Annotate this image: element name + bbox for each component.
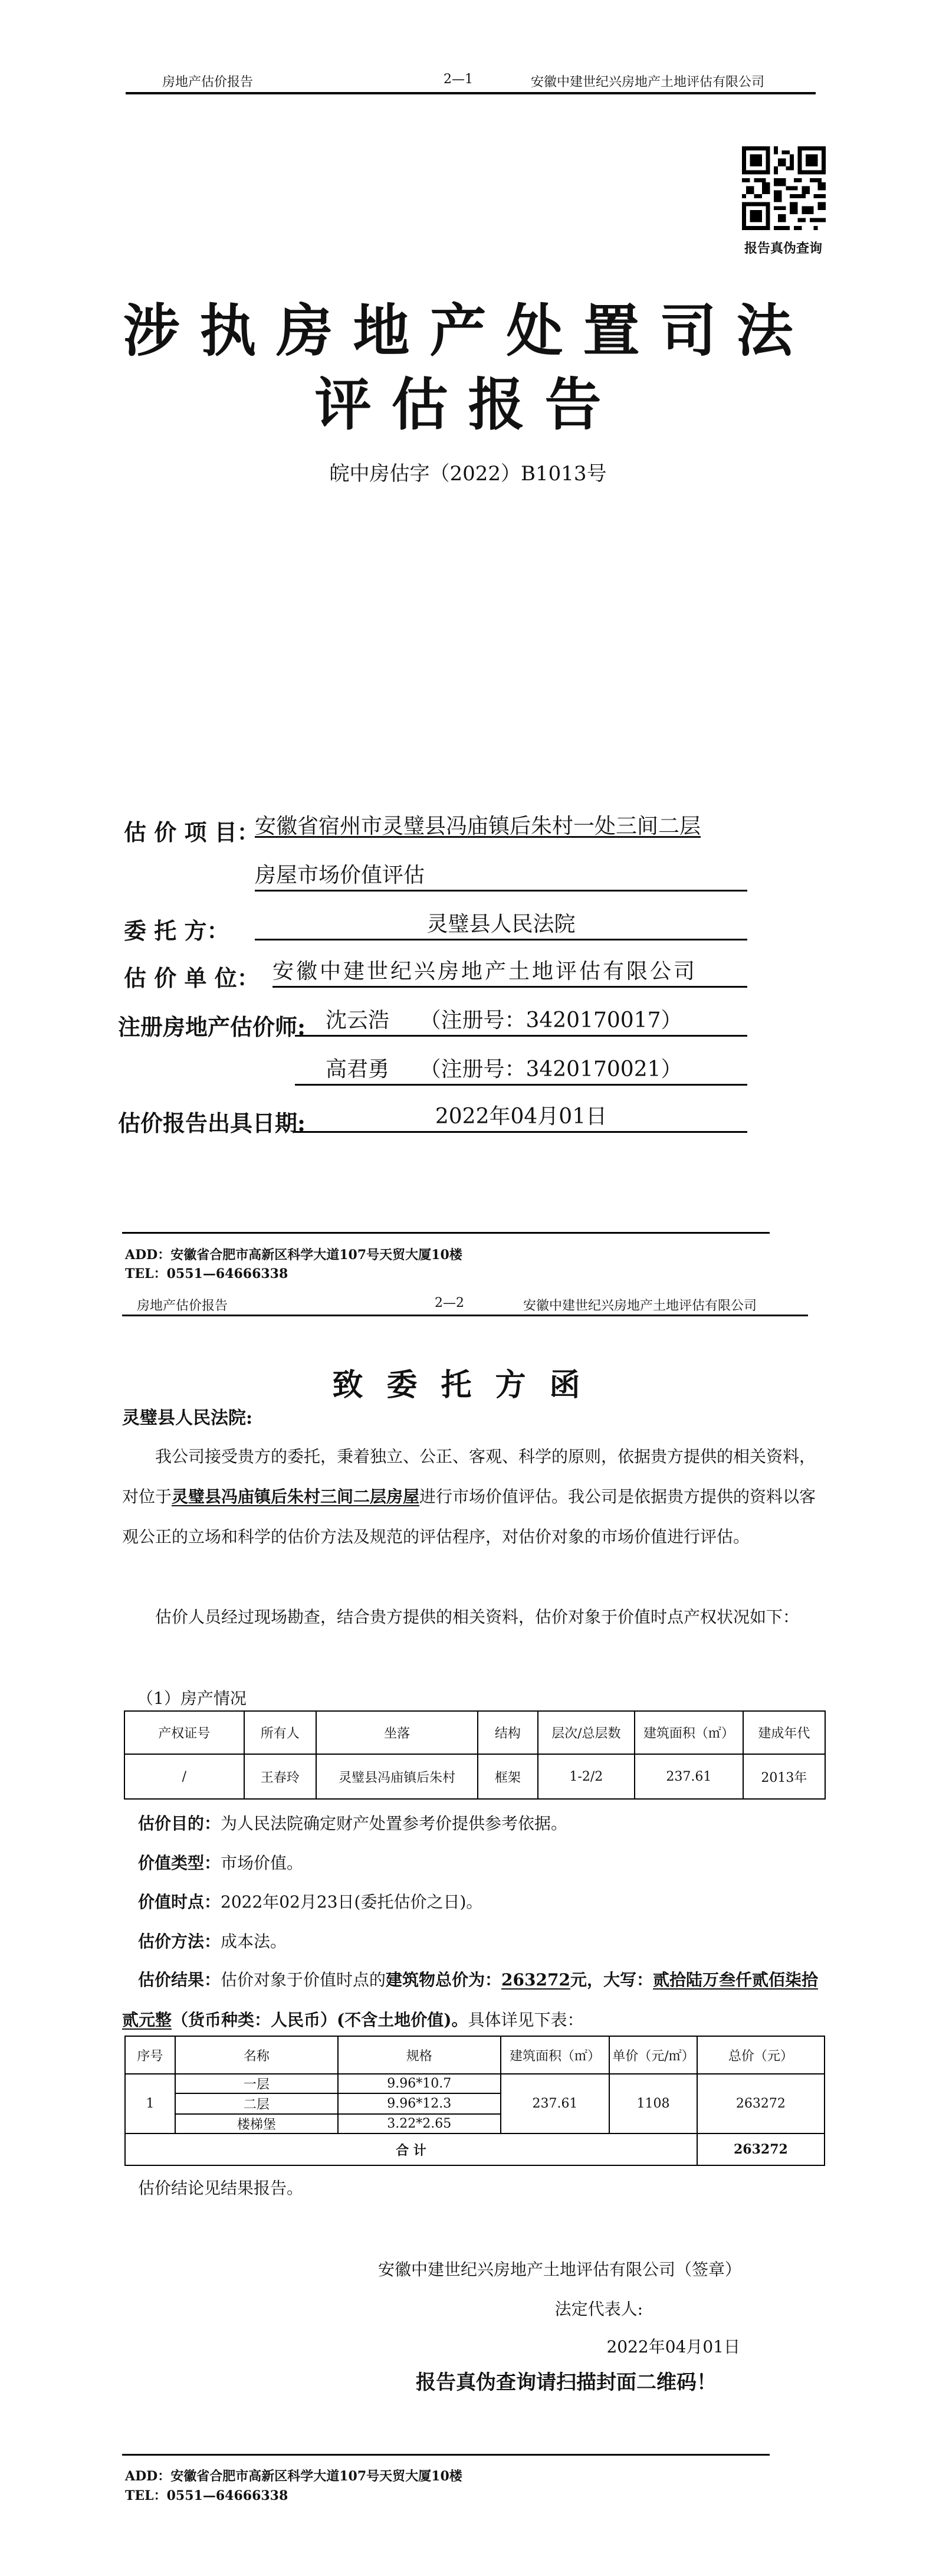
project-value-line-1: 安徽省宿州市灵璧县冯庙镇后朱村一处三间二层	[255, 814, 701, 838]
result-text-d: （货币种类：人民币）(不含土地价值)。	[172, 2010, 468, 2030]
footer-address: ADD：安徽省合肥市高新区科学大道107号天贸大厦10楼	[125, 1247, 462, 1263]
header-left: 房地产估价报告	[162, 75, 254, 90]
header-page-number: 2—1	[444, 72, 473, 87]
sum-value: 263272	[697, 2133, 825, 2165]
appraiser-1	[295, 1007, 747, 1037]
sum-label: 合 计	[125, 2133, 697, 2165]
table-row	[125, 2074, 825, 2093]
header-left: 房地产估价报告	[137, 1299, 228, 1313]
footer-address: ADD：安徽省合肥市高新区科学大道107号天贸大厦10楼	[125, 2469, 462, 2484]
report-title-line-2: 评估报告	[314, 371, 622, 438]
result	[122, 1960, 827, 2040]
signature-date: 2022年04月01日	[606, 2337, 740, 2357]
header-cell: 规格	[338, 2036, 501, 2074]
footer-rule	[122, 1232, 770, 1234]
appraiser-unit-label: 估 价 单 位：	[124, 965, 260, 991]
method	[138, 1922, 843, 1962]
para1-text-c: 进行市场价值评估。我公司是依据贵方提供的资料以客观公正的立场和科学的估价方法及规范的评估程序，对估价对象的市场价值进行评估。	[122, 1487, 816, 1546]
value-date	[138, 1882, 843, 1922]
footer-tel: TEL：0551—64666338	[125, 1266, 288, 1282]
table-cell: /	[124, 1754, 244, 1799]
header-cell: 总价（元）	[697, 2036, 825, 2074]
table-cell: 2013年	[743, 1754, 825, 1799]
purpose-label: 估价目的：	[138, 1814, 221, 1833]
value-date-value: 2022年02月23日(委托估价之日)。	[221, 1892, 483, 1912]
client-value: 灵璧县人民法院	[255, 910, 747, 940]
purpose-value: 为人民法院确定财产处置参考价提供参考依据。	[221, 1814, 568, 1833]
header-cell: 坐落	[316, 1711, 478, 1754]
result-label: 估价结果：	[138, 1970, 221, 1990]
header-page-number: 2—2	[435, 1296, 464, 1310]
table-cell: 一层	[175, 2074, 338, 2093]
appraiser-1-name: 沈云浩	[326, 1008, 390, 1033]
project-label: 估 价 项 目：	[124, 819, 260, 845]
result-text-c: 元，大写：	[570, 1970, 653, 1990]
value-type-value: 市场价值。	[221, 1853, 304, 1873]
table-cell: 楼梯堡	[175, 2114, 338, 2133]
header-cell: 建成年代	[743, 1711, 825, 1754]
report-date-label: 估价报告出具日期:	[118, 1110, 306, 1136]
table-cell: 3.22*2.65	[338, 2114, 501, 2133]
purpose	[138, 1804, 843, 1844]
header-cell: 所有人	[244, 1711, 316, 1754]
table-cell: 9.96*10.7	[338, 2074, 501, 2093]
table-cell: 237.61	[501, 2074, 610, 2133]
table-cell: 1	[125, 2074, 175, 2133]
header-cell: 产权证号	[124, 1711, 244, 1754]
table-cell: 灵璧县冯庙镇后朱村	[316, 1754, 478, 1799]
header-cell: 名称	[175, 2036, 338, 2074]
appraiser-1-reg: （注册号：3420170017）	[419, 1008, 682, 1033]
appraiser-2	[295, 1056, 747, 1086]
sum-row	[125, 2133, 825, 2165]
table-cell: 1108	[609, 2074, 697, 2133]
result-text-e: 具体详见下表：	[468, 2010, 584, 2030]
appraiser-2-reg: （注册号：3420170021）	[419, 1057, 682, 1081]
valuation-table	[124, 2036, 825, 2166]
appraisers-label: 注册房地产估价师:	[118, 1014, 306, 1040]
footer-tel: TEL：0551—64666338	[125, 2488, 288, 2503]
letter-title: 致委托方函	[332, 1367, 604, 1403]
project-value-line-2: 房屋市场价值评估	[255, 861, 747, 892]
para1-property: 灵璧县冯庙镇后朱村三间二层房屋	[172, 1487, 420, 1506]
conclusion: 估价结论见结果报告。	[138, 2178, 304, 2198]
result-amount: 263272	[501, 1970, 570, 1990]
signature-company: 安徽中建世纪兴房地产土地评估有限公司（签章）	[377, 2260, 741, 2279]
report-title-line-1: 涉执房地产处置司法	[123, 297, 813, 364]
value-date-label: 价值时点：	[138, 1892, 221, 1912]
method-label: 估价方法：	[138, 1932, 221, 1951]
table-cell: 框架	[478, 1754, 537, 1799]
result-text-b: 建筑物总价为：	[386, 1970, 502, 1990]
table-row	[124, 1754, 825, 1799]
value-type	[138, 1843, 843, 1883]
property-heading: （1）房产情况	[137, 1689, 247, 1708]
client-label: 委 托 方：	[124, 917, 229, 944]
report-date-value: 2022年04月01日	[295, 1103, 747, 1133]
document-number: 皖中房估字（2022）B1013号	[329, 462, 607, 486]
appraiser-2-name: 高君勇	[326, 1057, 390, 1081]
verify-note: 报告真伪查询请扫描封面二维码！	[416, 2371, 717, 2394]
property-table-header	[124, 1711, 825, 1754]
header-cell: 建筑面积（㎡）	[501, 2036, 610, 2074]
para1-text-a: 我公司接受贵方的委托，秉着独立、公正、客观、科学的原则，依据贵方提供的相关资料，对位于	[122, 1447, 816, 1506]
result-text-a: 估价对象于价值时点的	[221, 1970, 386, 1990]
header-cell: 单价（元/㎡）	[609, 2036, 697, 2074]
header-cell: 建筑面积（㎡）	[635, 1711, 743, 1754]
property-table	[124, 1710, 826, 1800]
qr-code-icon[interactable]	[742, 146, 826, 230]
table-cell: 二层	[175, 2093, 338, 2114]
value-type-label: 价值类型：	[138, 1853, 221, 1873]
qr-label: 报告真伪查询	[744, 241, 822, 256]
salutation: 灵璧县人民法院:	[122, 1408, 253, 1428]
header-right: 安徽中建世纪兴房地产土地评估有限公司	[531, 75, 765, 90]
legal-representative: 法定代表人:	[554, 2299, 643, 2319]
header-rule	[126, 92, 816, 94]
footer-rule	[122, 2454, 770, 2456]
method-value: 成本法。	[221, 1932, 287, 1951]
table-cell: 237.61	[635, 1754, 743, 1799]
result-amount-upper: 贰拾陆万叁仟贰佰柒拾贰元整	[122, 1970, 818, 2030]
paragraph-1	[122, 1437, 827, 1557]
header-rule	[122, 1315, 808, 1316]
header-right: 安徽中建世纪兴房地产土地评估有限公司	[523, 1299, 757, 1313]
appraiser-unit-value: 安徽中建世纪兴房地产土地评估有限公司	[272, 958, 747, 988]
paragraph-2: 估价人员经过现场勘查，结合贵方提供的相关资料，估价对象于价值时点产权状况如下：	[155, 1607, 800, 1627]
table-cell: 263272	[697, 2074, 825, 2133]
table-cell: 王春玲	[244, 1754, 316, 1799]
table-cell: 1-2/2	[538, 1754, 635, 1799]
valuation-table-header	[125, 2036, 825, 2074]
header-cell: 结构	[478, 1711, 537, 1754]
header-cell: 序号	[125, 2036, 175, 2074]
table-cell: 9.96*12.3	[338, 2093, 501, 2114]
header-cell: 层次/总层数	[538, 1711, 635, 1754]
